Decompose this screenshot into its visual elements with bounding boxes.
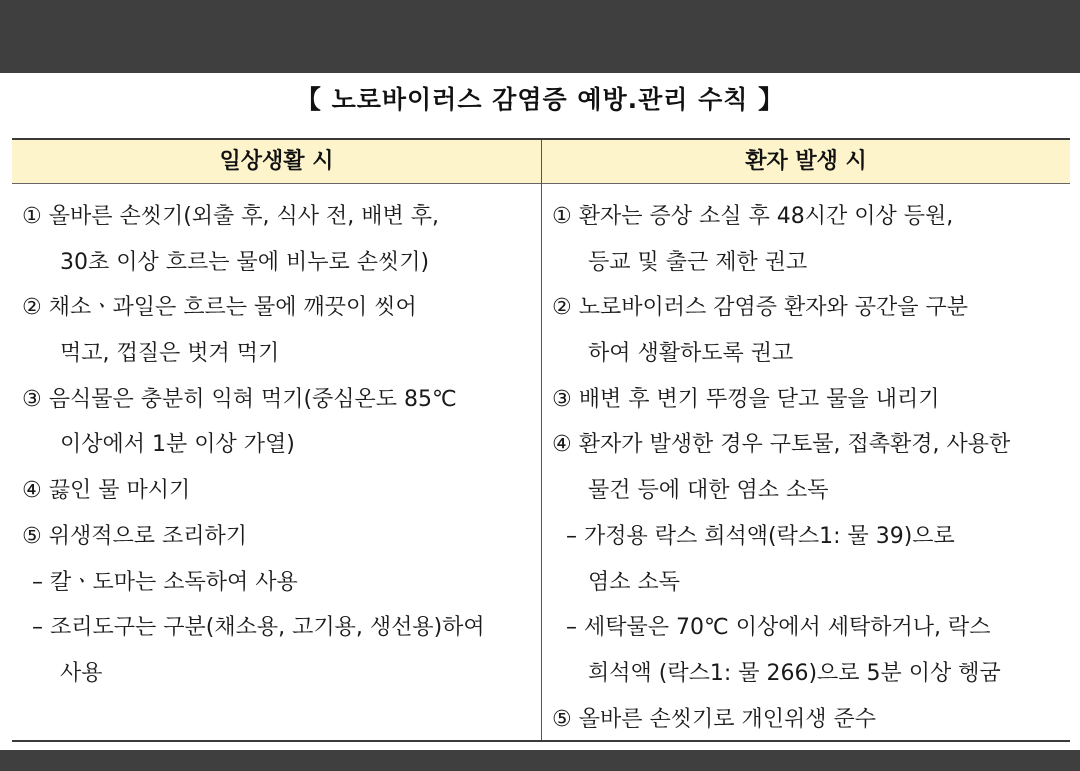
list-item: ④ 환자가 발생한 경우 구토물, 접촉환경, 사용한 [552, 432, 1011, 458]
list-item: – 칼ㆍ도마는 소독하여 사용 [32, 569, 298, 595]
list-item: ⑤ 위생적으로 조리하기 [22, 523, 247, 549]
list-item: ③ 배변 후 변기 뚜껑을 닫고 물을 내리기 [552, 386, 940, 412]
list-item: – 가정용 락스 희석액(락스1: 물 39)으로 [566, 523, 955, 549]
patient-case-column [552, 194, 1062, 742]
list-item: ② 노로바이러스 감염증 환자와 공간을 구분 [552, 295, 968, 321]
document-title: 【 노로바이러스 감염증 예방.관리 수칙 】 [295, 85, 785, 114]
list-item: 이상에서 1분 이상 가열) [60, 432, 295, 458]
list-item: – 세탁물은 70℃ 이상에서 세탁하거나, 락스 [566, 615, 991, 641]
list-item: 희석액 (락스1: 물 266)으로 5분 이상 헹굼 [588, 660, 1001, 686]
list-item: 사용 [60, 660, 103, 686]
header-daily-life: 일상생활 시 [219, 149, 334, 174]
list-item: 염소 소독 [588, 569, 681, 595]
list-item: ① 올바른 손씻기(외출 후, 식사 전, 배변 후, [22, 204, 440, 229]
list-item: 30초 이상 흐르는 물에 비누로 손씻기) [60, 249, 430, 275]
list-item: ④ 끓인 물 마시기 [22, 478, 191, 504]
list-item: 먹고, 껍질은 벗겨 먹기 [60, 341, 280, 367]
bottom-bar [0, 750, 1080, 771]
list-item: ① 환자는 증상 소실 후 48시간 이상 등원, [552, 204, 954, 229]
list-item: ② 채소ㆍ과일은 흐르는 물에 깨끗이 씻어 [22, 295, 417, 321]
list-item: 등교 및 출근 제한 권고 [588, 249, 808, 275]
rules-table [12, 138, 1070, 742]
header-patient-case: 환자 발생 시 [745, 149, 867, 174]
list-item: 하여 생활하도록 권고 [588, 341, 794, 367]
column-divider [541, 140, 542, 740]
daily-life-column [22, 194, 538, 697]
list-item: 물건 등에 대한 염소 소독 [588, 478, 829, 504]
top-bar [0, 0, 1080, 73]
list-item: ⑤ 올바른 손씻기로 개인위생 준수 [552, 706, 876, 732]
list-item: ③ 음식물은 충분히 익혀 먹기(중심온도 85℃ [22, 386, 457, 412]
list-item: – 조리도구는 구분(채소용, 고기용, 생선용)하여 [32, 615, 485, 641]
